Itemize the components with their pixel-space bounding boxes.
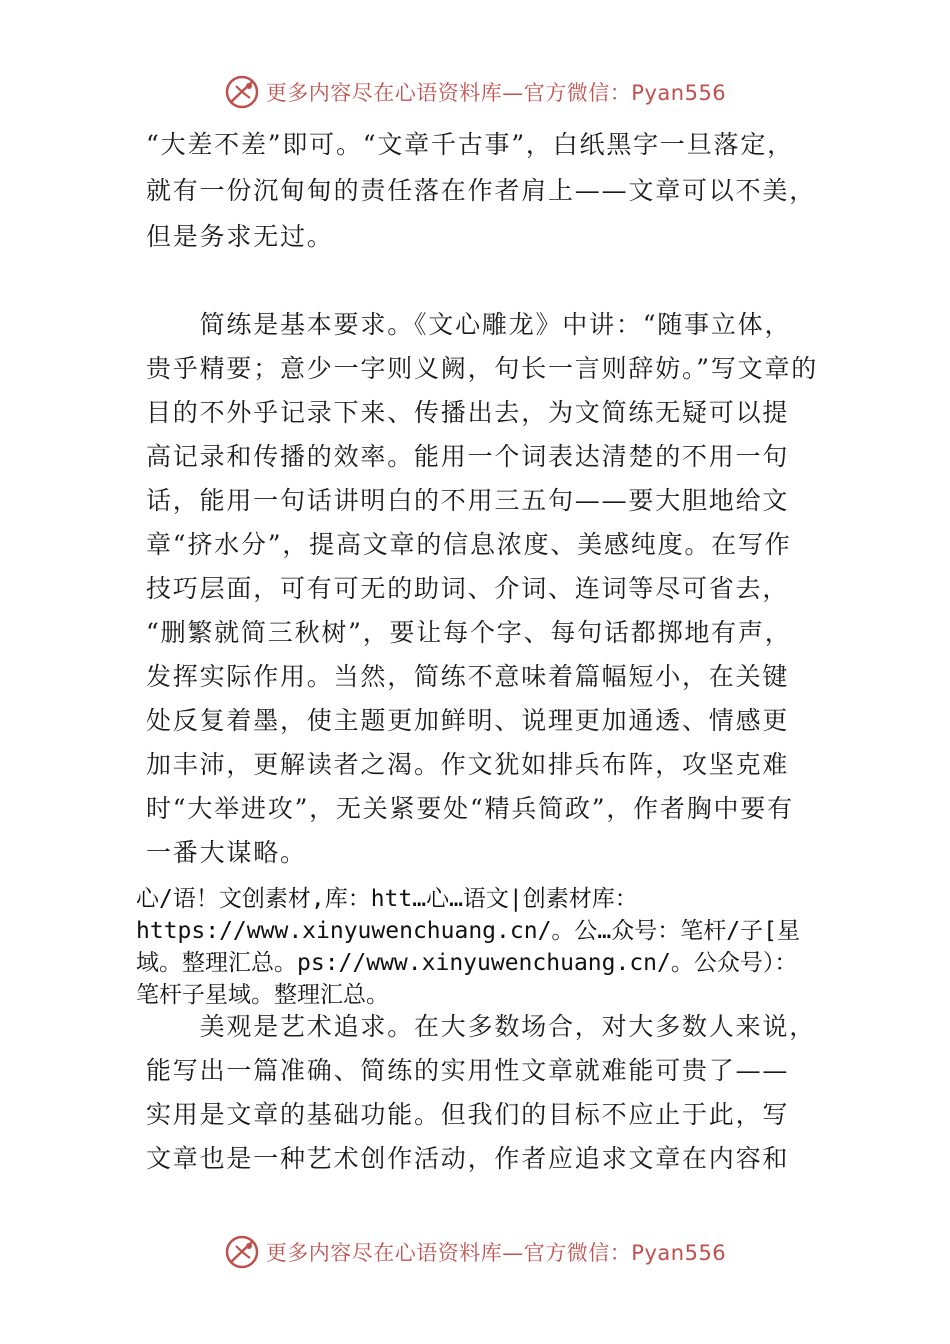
text-line: 章“挤水分”，提高文章的信息浓度、美感纯度。在写作 (146, 530, 792, 559)
watermark-line: https://www.xinyuwenchuang.cn/。公…众号：笔杆/子[星 (136, 918, 800, 944)
watermark-line: 笔杆子星域。整理汇总。 (136, 982, 389, 1008)
text-line: “大差不差”即可。“文章千古事”，白纸黑字一旦落定， (146, 130, 794, 159)
text-line: 文章也是一种艺术创作活动，作者应追求文章在内容和 (146, 1144, 790, 1173)
header-banner (0, 70, 950, 114)
watermark-line: 心/语！文创素材,库：htt…心…语文|创素材库： (136, 886, 638, 912)
text-line: 发挥实际作用。当然，简练不意味着篇幅短小，在关键 (146, 662, 790, 691)
text-line: 美观是艺术追求。在大多数场合，对大多数人来说， (146, 1012, 817, 1041)
text-line: 但是务求无过。 (146, 222, 334, 251)
text-line: 就有一份沉甸甸的责任落在作者肩上——文章可以不美， (146, 176, 817, 205)
text-line: 技巧层面，可有可无的助词、介词、连词等尽可省去， (146, 574, 790, 603)
text-line: 能写出一篇准确、简练的实用性文章就难能可贵了—— (146, 1056, 790, 1085)
banner-text: 更多内容尽在心语资料库—官方微信：Pyan556 (265, 81, 727, 105)
text-line: 时“大举进攻”，无关紧要处“精兵简政”，作者胸中要有 (146, 794, 794, 823)
brand-logo-icon (224, 74, 260, 110)
text-line: “删繁就简三秋树”，要让每个字、每句话都掷地有声， (146, 618, 792, 647)
text-line: 高记录和传播的效率。能用一个词表达清楚的不用一句 (146, 442, 790, 471)
text-line: 话，能用一句话讲明白的不用三五句——要大胆地给文 (146, 486, 790, 515)
text-line: 处反复着墨，使主题更加鲜明、说理更加通透、情感更 (146, 706, 790, 735)
text-line: 目的不外乎记录下来、传播出去，为文简练无疑可以提 (146, 398, 790, 427)
text-line: 简练是基本要求。《文心雕龙》中讲：“随事立体， (146, 310, 792, 339)
text-line: 一番大谋略。 (146, 838, 307, 867)
banner-text: 更多内容尽在心语资料库—官方微信：Pyan556 (265, 1241, 727, 1265)
text-line: 贵乎精要；意少一字则义阙，句长一言则辞妨。”写文章的 (146, 354, 819, 383)
brand-logo-icon (224, 1234, 260, 1270)
text-line: 实用是文章的基础功能。但我们的目标不应止于此，写 (146, 1100, 790, 1129)
watermark-line: 域。整理汇总。ps://www.xinyuwenchuang.cn/。公众号）： (136, 950, 798, 976)
text-line: 加丰沛，更解读者之渴。作文犹如排兵布阵，攻坚克难 (146, 750, 790, 779)
footer-banner (0, 1230, 950, 1274)
